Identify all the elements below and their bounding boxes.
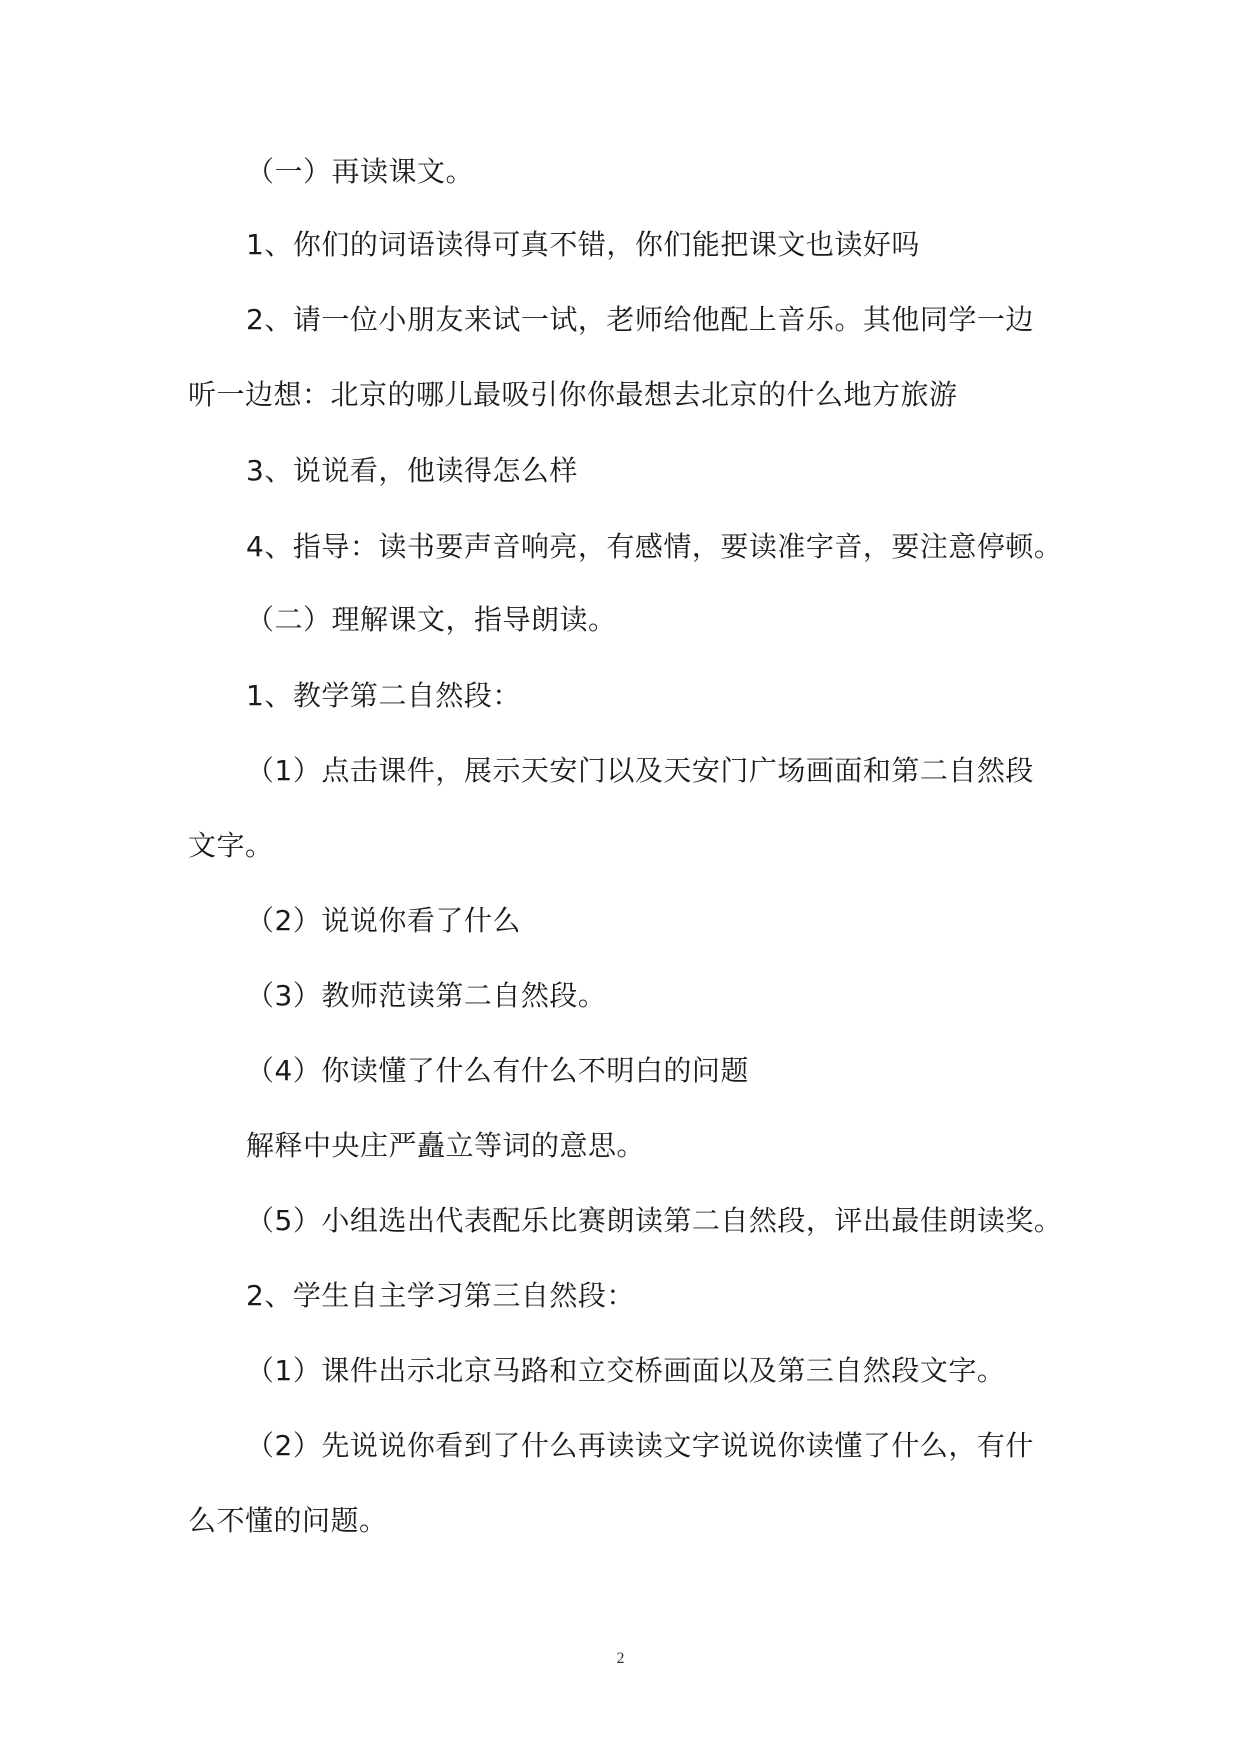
paragraph-line: 4、指导：读书要声音响亮，有感情，要读准字音，要注意停顿。: [246, 530, 1063, 563]
paragraph-line: 2、学生自主学习第三自然段：: [246, 1279, 635, 1312]
section-heading-reread: （一）再读课文。: [246, 155, 475, 188]
paragraph-line: （1）课件出示北京马路和立交桥画面以及第三自然段文字。: [246, 1354, 1006, 1387]
paragraph-line: （3）教师范读第二自然段。: [246, 979, 607, 1012]
paragraph-line: 1、你们的词语读得可真不错，你们能把课文也读好吗: [246, 228, 920, 261]
section-heading-understand: （二）理解课文，指导朗读。: [246, 603, 617, 636]
paragraph-line: （4）你读懂了什么有什么不明白的问题: [246, 1054, 749, 1087]
paragraph-line: 3、说说看，他读得怎么样: [246, 454, 578, 487]
paragraph-line: （5）小组选出代表配乐比赛朗读第二自然段，评出最佳朗读奖。: [246, 1204, 1063, 1237]
paragraph-line: 文字。: [188, 829, 274, 862]
paragraph-line: （1）点击课件，展示天安门以及天安门广场画面和第二自然段: [246, 754, 1034, 787]
paragraph-line: 么不懂的问题。: [188, 1504, 388, 1537]
page-number: 2: [616, 1650, 625, 1667]
paragraph-line: 解释中央庄严矗立等词的意思。: [246, 1129, 646, 1162]
paragraph-line: 听一边想：北京的哪儿最吸引你你最想去北京的什么地方旅游: [188, 378, 958, 411]
paragraph-line: （2）说说你看了什么: [246, 904, 521, 937]
paragraph-line: 1、教学第二自然段：: [246, 679, 521, 712]
paragraph-line: （2）先说说你看到了什么再读读文字说说你读懂了什么，有什: [246, 1429, 1034, 1462]
paragraph-line: 2、请一位小朋友来试一试，老师给他配上音乐。其他同学一边: [246, 303, 1034, 336]
